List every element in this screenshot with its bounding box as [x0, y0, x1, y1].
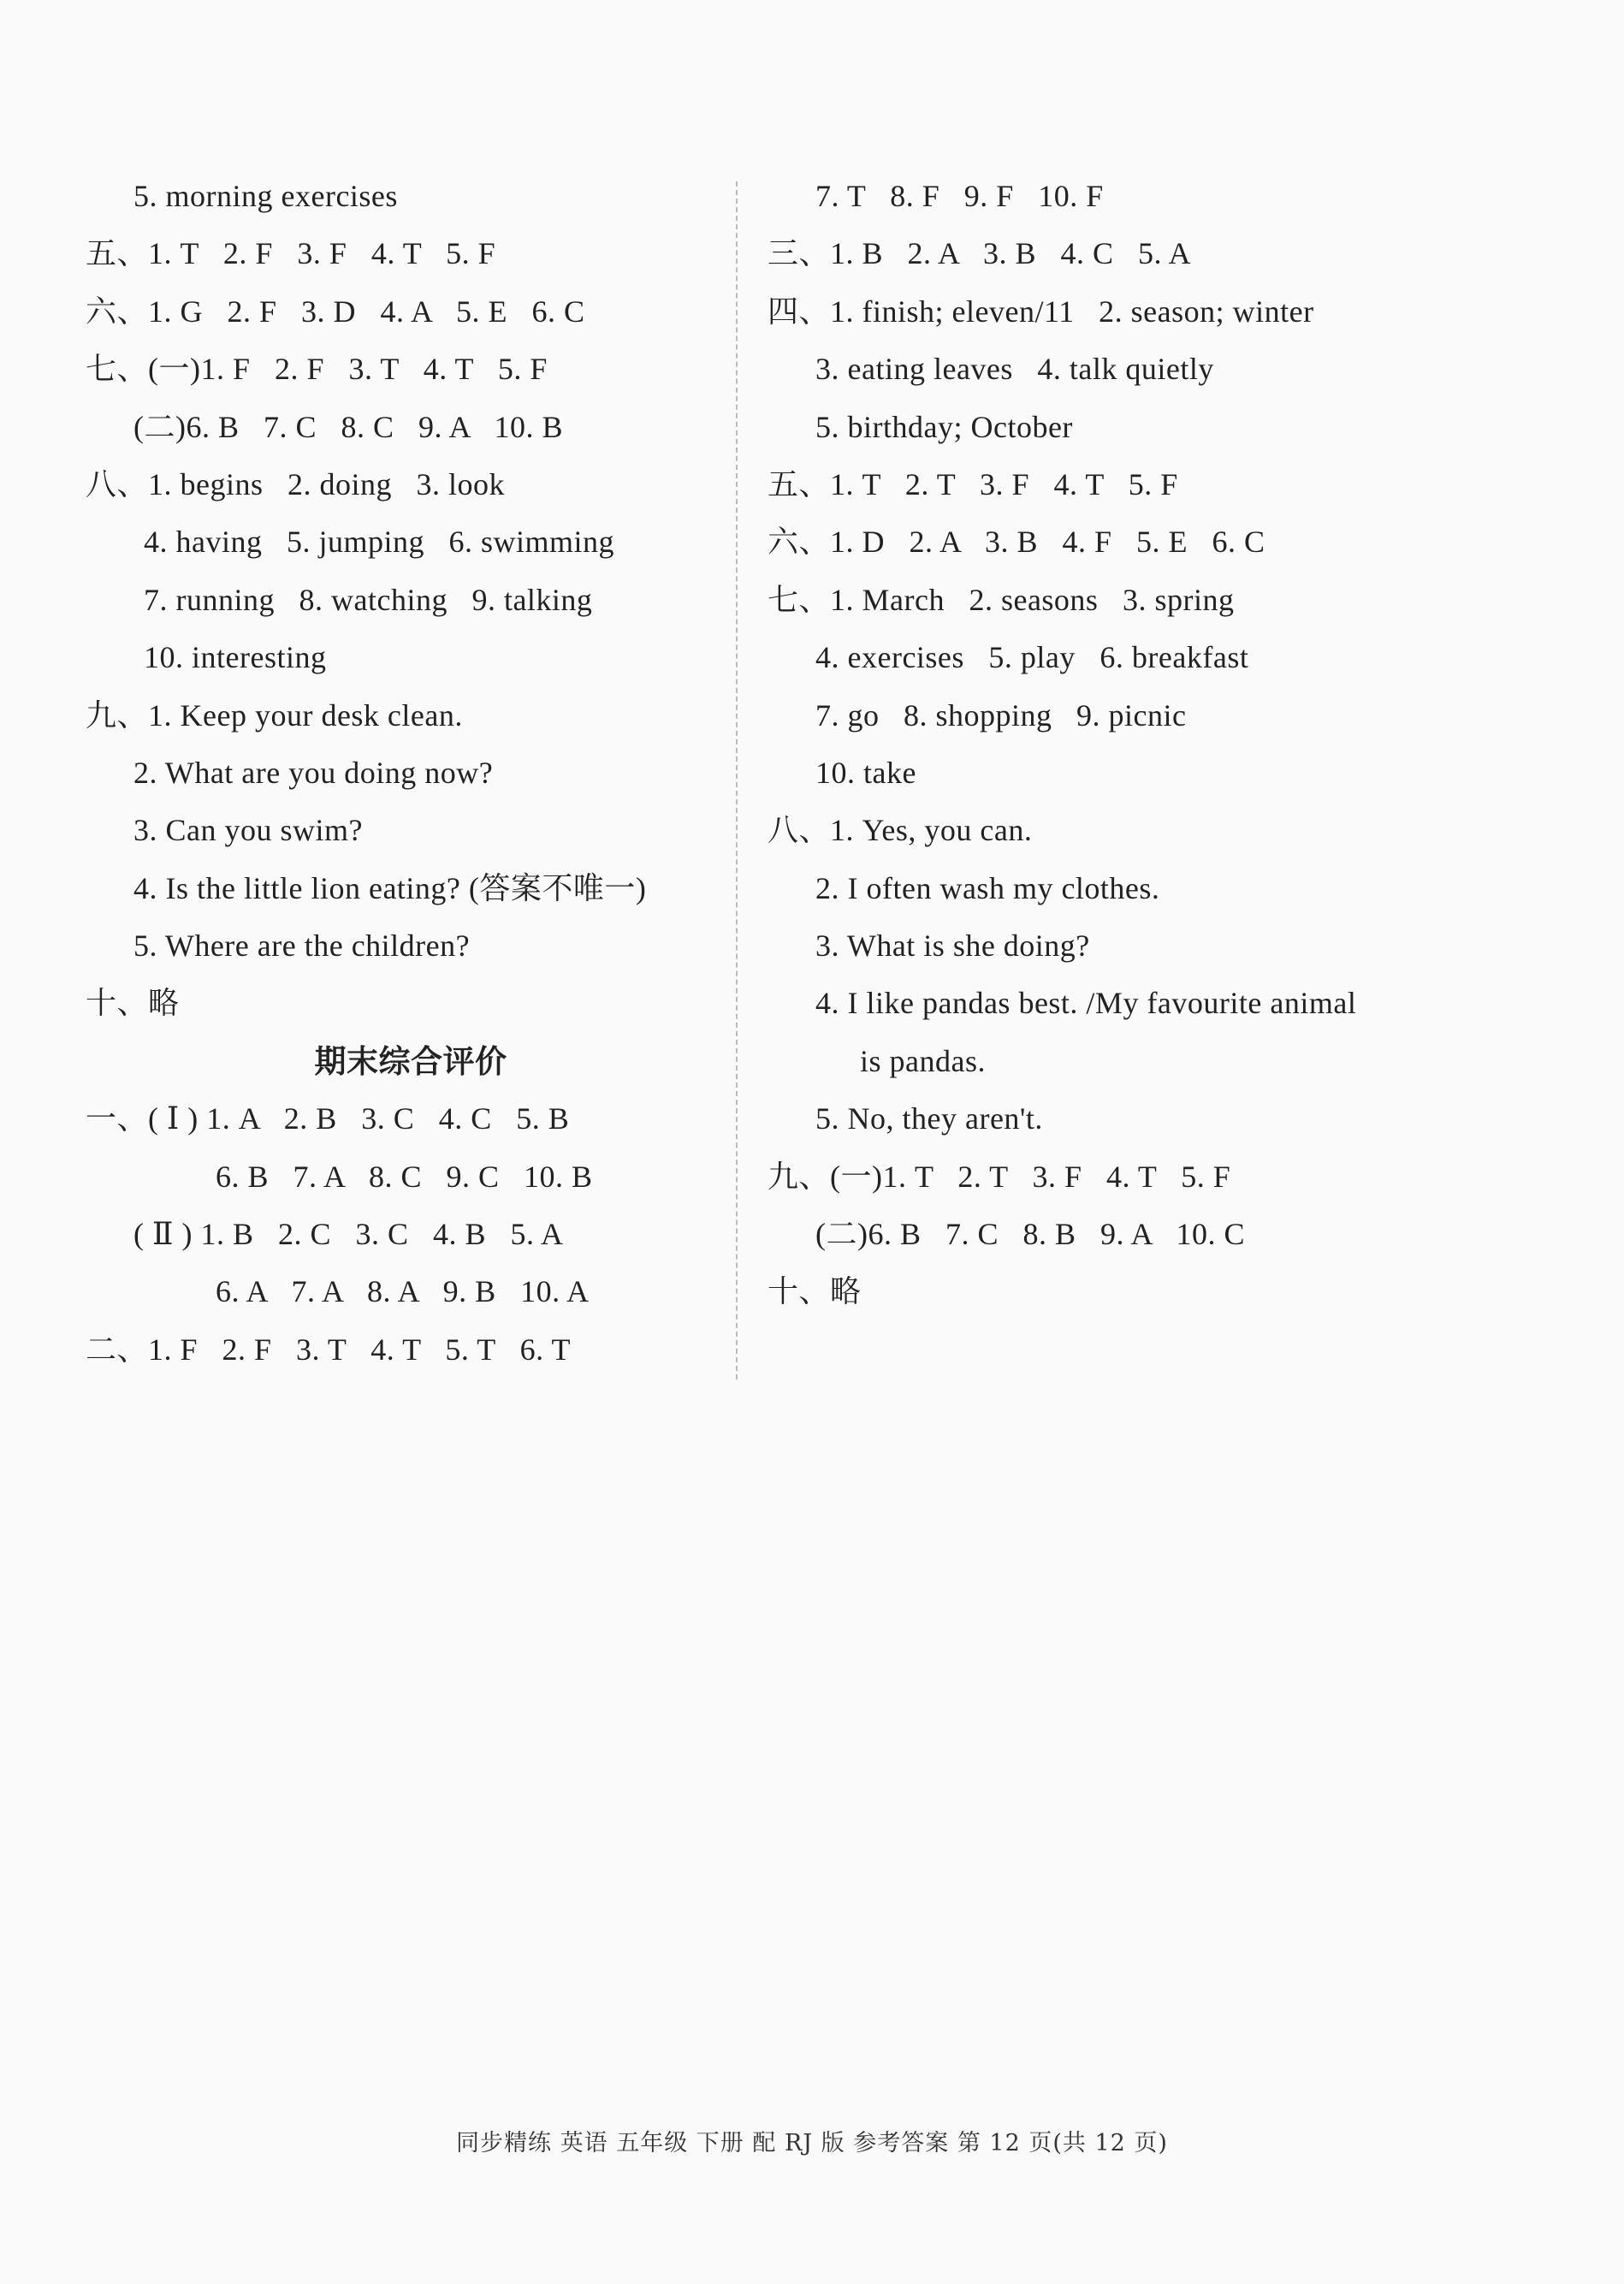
right-answer-column — [768, 168, 1418, 1321]
answer-line: 六、1. D 2. A 3. B 4. F 5. E 6. C — [768, 525, 1265, 560]
answer-line: 五、1. T 2. F 3. F 4. T 5. F — [86, 236, 496, 271]
answer-line: 7. go 8. shopping 9. picnic — [815, 697, 1187, 733]
answer-line: 十、略 — [86, 986, 180, 1021]
answer-line: 10. take — [815, 755, 916, 790]
answer-line: 6. A 7. A 8. A 9. B 10. A — [216, 1274, 590, 1309]
answer-line: ( Ⅱ ) 1. B 2. C 3. C 4. B 5. A — [133, 1217, 564, 1252]
answer-line: is pandas. — [860, 1043, 986, 1078]
section-heading: 期末综合评价 — [314, 1042, 507, 1080]
page-footer: 同步精练 英语 五年级 下册 配 RJ 版 参考答案 第 12 页(共 12 页) — [456, 2130, 1168, 2156]
answer-line: 五、1. T 2. T 3. F 4. T 5. F — [768, 466, 1178, 501]
answer-line: (二)6. B 7. C 8. B 9. A 10. C — [815, 1217, 1246, 1252]
answer-line: 2. What are you doing now? — [133, 755, 494, 790]
answer-line: 6. B 7. A 8. C 9. C 10. B — [216, 1159, 593, 1194]
left-answer-column — [86, 168, 736, 1379]
answer-line: 7. T 8. F 9. F 10. F — [815, 179, 1104, 213]
answer-line: 4. Is the little lion eating? (答案不唯一) — [133, 870, 647, 905]
answer-line: 九、(一)1. T 2. T 3. F 4. T 5. F — [768, 1159, 1231, 1194]
answer-line: 4. exercises 5. play 6. breakfast — [815, 640, 1249, 675]
answer-line: 4. I like pandas best. /My favourite animal — [815, 986, 1357, 1021]
answer-line: 3. What is she doing? — [815, 928, 1090, 964]
answer-line: 十、略 — [768, 1274, 862, 1309]
answer-line: 二、1. F 2. F 3. T 4. T 5. T 6. T — [86, 1332, 571, 1367]
answer-line: 三、1. B 2. A 3. B 4. C 5. A — [768, 236, 1192, 271]
answer-line: 5. morning exercises — [133, 179, 398, 213]
answer-line: 2. I often wash my clothes. — [815, 870, 1160, 905]
answer-line: 七、(一)1. F 2. F 3. T 4. T 5. F — [86, 352, 548, 387]
answer-line: 7. running 8. watching 9. talking — [144, 582, 593, 617]
column-divider — [736, 181, 738, 1379]
answer-line: 3. eating leaves 4. talk quietly — [815, 352, 1214, 387]
answer-line: 八、1. begins 2. doing 3. look — [86, 466, 505, 501]
answer-line: 5. Where are the children? — [133, 928, 471, 964]
answer-line: 5. No, they aren't. — [815, 1101, 1043, 1136]
answer-line: 九、1. Keep your desk clean. — [86, 697, 463, 733]
answer-line: (二)6. B 7. C 8. C 9. A 10. B — [133, 409, 564, 444]
answer-line: 5. birthday; October — [815, 409, 1073, 444]
answer-line: 10. interesting — [144, 640, 327, 675]
answer-line: 一、( Ⅰ ) 1. A 2. B 3. C 4. C 5. B — [86, 1101, 570, 1136]
answer-line: 七、1. March 2. seasons 3. spring — [768, 582, 1235, 617]
answer-line: 3. Can you swim? — [133, 813, 363, 848]
answer-line: 4. having 5. jumping 6. swimming — [144, 525, 615, 560]
answer-line: 六、1. G 2. F 3. D 4. A 5. E 6. C — [86, 294, 585, 329]
answer-line: 四、1. finish; eleven/11 2. season; winter — [768, 294, 1314, 329]
answer-line: 八、1. Yes, you can. — [768, 813, 1033, 848]
